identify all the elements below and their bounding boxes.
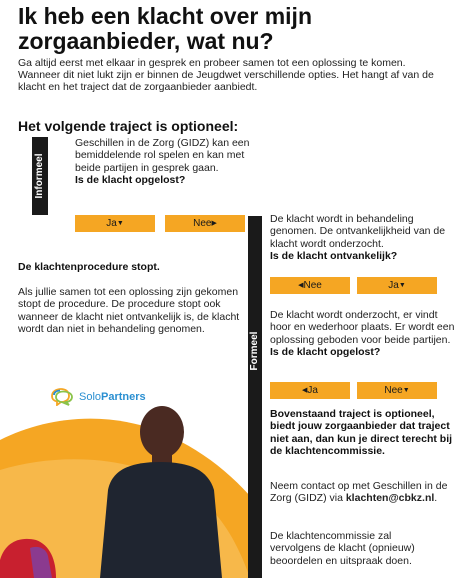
- formal-step2-yes-label: Ja: [307, 385, 318, 396]
- formal-step1-no-label: Nee: [303, 280, 322, 291]
- chevron-left-icon: ◀: [302, 387, 308, 394]
- logo-wordmark: [79, 391, 146, 403]
- formal-step2-no-button[interactable]: [357, 382, 437, 399]
- formal-step2-no-label: Nee: [384, 385, 403, 396]
- person-figure: [100, 406, 222, 578]
- chevron-down-icon: ▼: [398, 282, 406, 289]
- informal-question: Is de klacht opgelost?: [75, 174, 186, 187]
- final-text: De klachtencommissie zal vervolgens de klacht (opnieuw) beoordelen en uitspraak doen.: [270, 530, 415, 567]
- contact-text: [270, 480, 460, 505]
- contact-description: Neem contact op met Geschillen in de Zorg (GIDZ) via: [270, 480, 448, 505]
- chevron-right-icon: ▶: [211, 220, 217, 227]
- informal-description: Geschillen in de Zorg (GIDZ) kan een bemiddelende rol spelen en kan met beide partijen in gesprek gaan.: [75, 137, 250, 174]
- informal-yes-button[interactable]: [75, 215, 155, 232]
- formal-step1-description: De klacht wordt in behandeling genomen. De ontvankelijkheid van de klacht wordt onderzocht.: [270, 213, 446, 250]
- informal-no-button[interactable]: [165, 215, 245, 232]
- informal-label: Informeel: [34, 153, 45, 199]
- informal-no-label: Nee: [193, 218, 212, 229]
- child-figure: [0, 539, 56, 578]
- formal-step2-text: [270, 309, 460, 359]
- speech-bubbles-icon: [50, 388, 74, 406]
- intro-paragraph: Ga altijd eerst met elkaar in gesprek en probeer samen tot een oplossing te komen. Wanneer dit niet lukt zijn er binnen de Jeugdwet verschillende opties. Het hangt af van de klacht en het traject dat de zorgaanbieder aanbiedt.: [18, 57, 434, 93]
- formal-bar: [248, 216, 262, 578]
- stop-text: Als jullie samen tot een oplossing zijn gekomen stopt de procedure. De procedure stopt ook wanneer de klacht niet ontvankelijk is, de klacht wordt dan niet in behandeling genomen.: [18, 286, 240, 336]
- page-title: Ik heb een klacht over mijn zorgaanbieder, wat nu?: [18, 3, 312, 54]
- formal-step2-question: Is de klacht opgelost?: [270, 346, 381, 359]
- informal-yes-label: Ja: [106, 218, 117, 229]
- formal-step1-yes-label: Ja: [388, 280, 399, 291]
- chevron-left-icon: ◀: [298, 282, 304, 289]
- chevron-down-icon: ▼: [402, 387, 410, 394]
- contact-end: .: [434, 492, 438, 505]
- section-subtitle: Het volgende traject is optioneel:: [18, 118, 239, 134]
- contact-email-link[interactable]: klachten@cbkz.nl: [345, 492, 435, 505]
- stop-heading: De klachtenprocedure stopt.: [18, 261, 160, 273]
- formal-step2-description: De klacht wordt onderzocht, er vindt hoor en wederhoor plaats. Er wordt een oplossing geboden voor beide partijen.: [270, 309, 455, 346]
- formal-label: Formeel: [249, 331, 260, 371]
- light-hill-shape: [0, 459, 250, 578]
- optional-note: Bovenstaand traject is optioneel, biedt jouw zorgaanbieder dat traject niet aan, dan kun je direct terecht bij de klachtencommissie.: [270, 408, 453, 458]
- solo-partners-logo: [50, 388, 146, 406]
- orange-hill-shape: [0, 419, 262, 578]
- formal-step1-text: [270, 213, 460, 263]
- formal-step1-question: Is de klacht ontvankelijk?: [270, 250, 398, 263]
- chevron-down-icon: ▼: [116, 220, 124, 227]
- formal-step2-yes-button[interactable]: [270, 382, 350, 399]
- formal-step1-yes-button[interactable]: [357, 277, 437, 294]
- logo-name-part1: Solo: [79, 391, 102, 403]
- formal-step1-no-button[interactable]: [270, 277, 350, 294]
- informal-text: [75, 137, 255, 187]
- logo-name-part2: Partners: [101, 391, 146, 403]
